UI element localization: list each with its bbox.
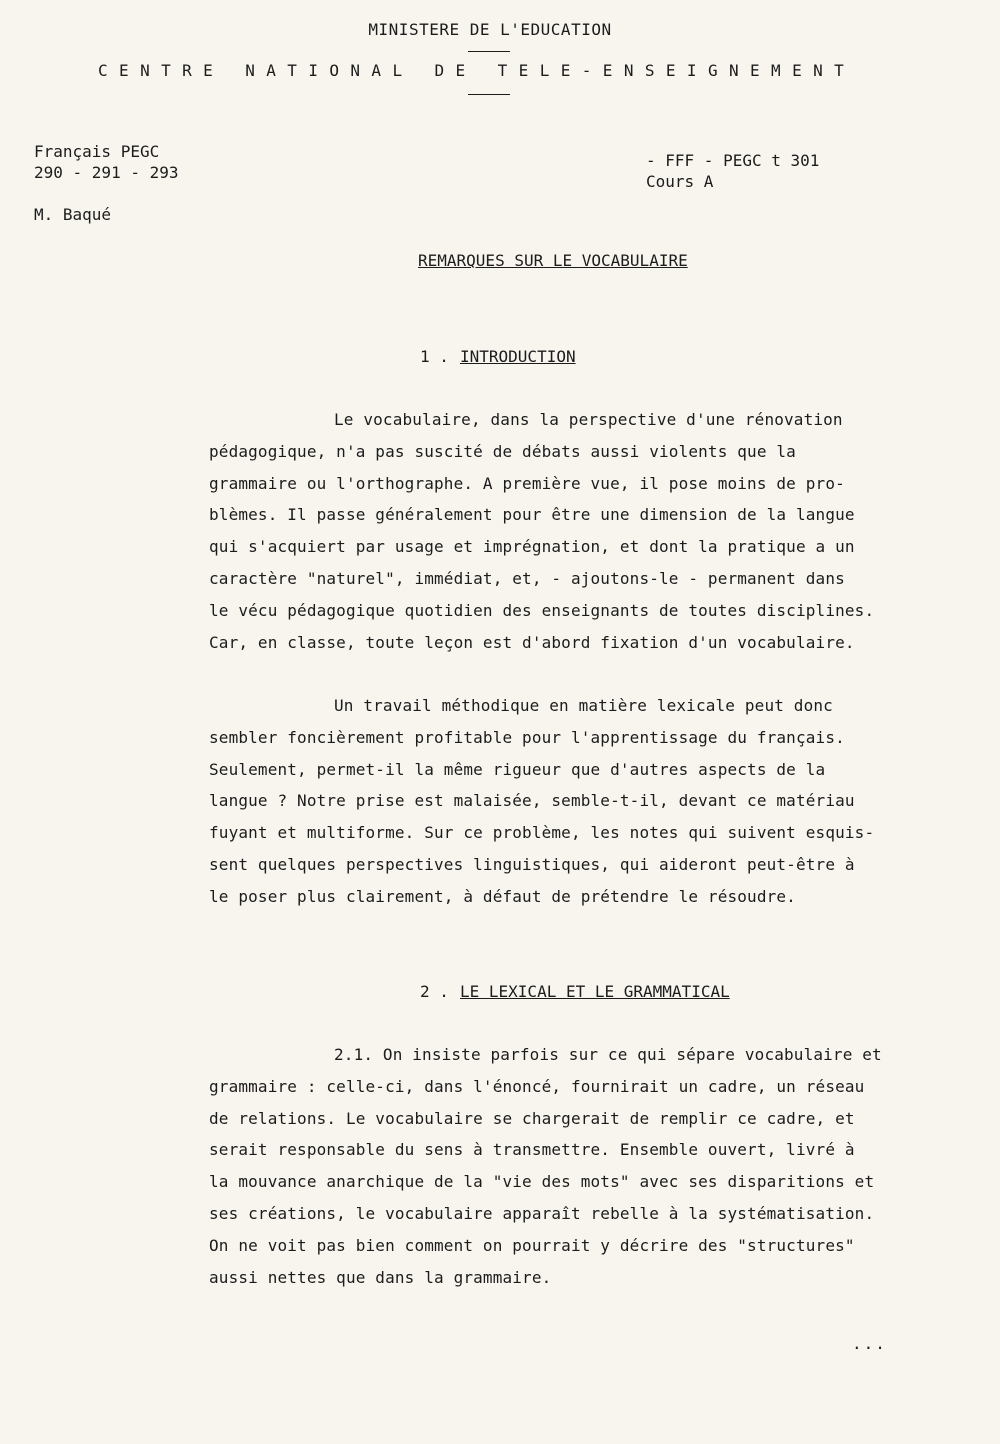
section-number: 2 . xyxy=(420,982,449,1001)
text-line: grammaire : celle-ci, dans l'énoncé, fournirait un cadre, un réseau xyxy=(209,1076,865,1096)
section-number: 1 . xyxy=(420,347,449,366)
text-line: qui s'acquiert par usage et imprégnation, et dont la pratique a un xyxy=(209,537,855,557)
continuation-mark: ... xyxy=(852,1334,887,1353)
text-line: Car, en classe, toute leçon est d'abord fixation d'un vocabulaire. xyxy=(209,632,855,652)
header-divider xyxy=(468,94,510,95)
document-title: REMARQUES SUR LE VOCABULAIRE xyxy=(418,251,688,270)
section-heading xyxy=(420,347,576,366)
centre-header: CENTRE NATIONAL DE TELE-ENSEIGNEMENT xyxy=(98,61,856,80)
author-name: M. Baqué xyxy=(34,205,112,224)
course-subject: Français PEGC xyxy=(34,142,160,161)
text-line: serait responsable du sens à transmettre. Ensemble ouvert, livré à xyxy=(209,1140,855,1160)
course-reference: - FFF - PEGC t 301 xyxy=(646,151,820,170)
text-line: Seulement, permet-il la même rigueur que d'autres aspects de la xyxy=(209,759,826,779)
ministry-header: MINISTERE DE L'EDUCATION xyxy=(368,20,612,39)
course-codes: 290 - 291 - 293 xyxy=(34,163,179,182)
text-line: sembler foncièrement profitable pour l'apprentissage du français. xyxy=(209,727,845,747)
text-line: de relations. Le vocabulaire se chargerait de remplir ce cadre, et xyxy=(209,1108,855,1128)
section-heading xyxy=(420,982,730,1001)
text-line: le vécu pédagogique quotidien des enseignants de toutes disciplines. xyxy=(209,600,875,620)
section-title: INTRODUCTION xyxy=(460,347,576,366)
paragraph xyxy=(209,690,929,913)
text-line: ses créations, le vocabulaire apparaît rebelle à la systématisation. xyxy=(209,1203,875,1223)
paragraph xyxy=(209,404,929,658)
course-level: Cours A xyxy=(646,172,714,191)
paragraph xyxy=(209,1039,929,1293)
text-line: blèmes. Il passe généralement pour être une dimension de la langue xyxy=(209,505,855,525)
section-title: LE LEXICAL ET LE GRAMMATICAL xyxy=(460,982,730,1001)
text-line: aussi nettes que dans la grammaire. xyxy=(209,1267,552,1287)
text-line: la mouvance anarchique de la "vie des mots" avec ses disparitions et xyxy=(209,1172,875,1192)
text-line: fuyant et multiforme. Sur ce problème, les notes qui suivent esquis- xyxy=(209,823,875,843)
text-line: grammaire ou l'orthographe. A première vue, il pose moins de pro- xyxy=(209,473,845,493)
text-line: 2.1. On insiste parfois sur ce qui sépare vocabulaire et xyxy=(334,1045,882,1064)
text-line: pédagogique, n'a pas suscité de débats aussi violents que la xyxy=(209,441,796,461)
text-line: sent quelques perspectives linguistiques, qui aideront peut-être à xyxy=(209,854,855,874)
header-divider xyxy=(468,51,510,52)
text-line: le poser plus clairement, à défaut de prétendre le résoudre. xyxy=(209,886,796,906)
text-line: langue ? Notre prise est malaisée, semble-t-il, devant ce matériau xyxy=(209,791,855,811)
text-line: caractère "naturel", immédiat, et, - ajoutons-le - permanent dans xyxy=(209,568,845,588)
text-line: Un travail méthodique en matière lexicale peut donc xyxy=(334,696,833,715)
text-line: Le vocabulaire, dans la perspective d'une rénovation xyxy=(334,410,843,429)
text-line: On ne voit pas bien comment on pourrait y décrire des "structures" xyxy=(209,1235,855,1255)
